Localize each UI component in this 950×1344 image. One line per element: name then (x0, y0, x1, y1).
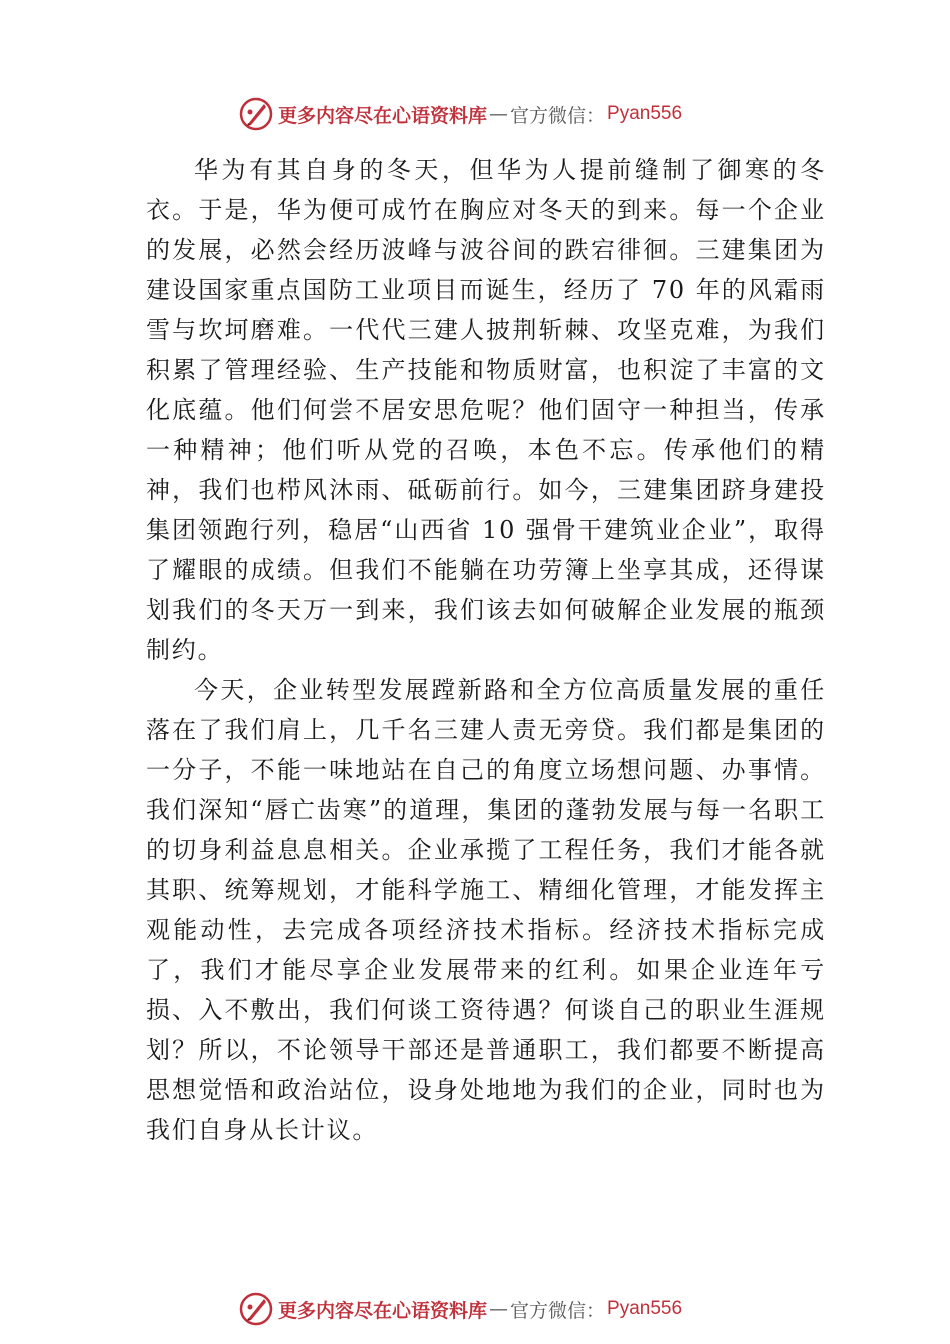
watermark-separator: — (489, 103, 509, 125)
watermark-label: 官方微信： (510, 104, 606, 127)
paragraph-1: 华为有其自身的冬天，但华为人提前缝制了御寒的冬衣。于是，华为便可成竹在胸应对冬天的到来。每一个企业的发展，必然会经历波峰与波谷间的跌宕徘徊。三建集团为建设国家重点国防工业项目而诞生，经历了 70 年的风霜雨雪与坎坷磨难。一代代三建人披荆斩棘、攻坚克难，为我们积累了管理经验、生产技能和物质财富，也积淀了丰富的文化底蕴。他们何尝不居安思危呢？他们固守一种担当，传承一种精神；他们听从党的召唤，本色不忘。传承他们的精神，我们也栉风沐雨、砥砺前行。如今，三建集团跻身建投集团领跑行列，稳居“山西省 10 强骨干建筑业企业”，取得了耀眼的成绩。但我们不能躺在功劳簿上坐享其成，还得谋划我们的冬天万一到来，我们该去如何破解企业发展的瓶颈制约。 (146, 156, 826, 664)
document-body (146, 150, 826, 1150)
watermark-wechat-id: Pyan556 (607, 1298, 683, 1319)
footer-watermark (238, 1291, 682, 1327)
watermark-brand: 更多内容尽在心语资料库 (278, 1299, 488, 1322)
watermark-label: 官方微信： (510, 1299, 606, 1322)
paragraph-2: 今天，企业转型发展蹚新路和全方位高质量发展的重任落在了我们肩上，几千名三建人责无旁贷。我们都是集团的一分子，不能一味地站在自己的角度立场想问题、办事情。我们深知“唇亡齿寒”的道理，集团的蓬勃发展与每一名职工的切身利益息息相关。企业承揽了工程任务，我们才能各就其职、统筹规划，才能科学施工、精细化管理，才能发挥主观能动性，去完成各项经济技术指标。经济技术指标完成了，我们才能尽享企业发展带来的红利。如果企业连年亏损、入不敷出，我们何谈工资待遇？何谈自己的职业生涯规划？所以，不论领导干部还是普通职工，我们都要不断提高思想觉悟和政治站位，设身处地地为我们的企业，同时也为我们自身从长计议。 (146, 676, 826, 1144)
header-watermark (238, 96, 682, 132)
watermark-separator: — (489, 1298, 509, 1320)
quill-logo-icon (238, 1291, 274, 1327)
quill-logo-icon (238, 96, 274, 132)
watermark-brand: 更多内容尽在心语资料库 (278, 104, 488, 127)
watermark-wechat-id: Pyan556 (607, 103, 683, 124)
